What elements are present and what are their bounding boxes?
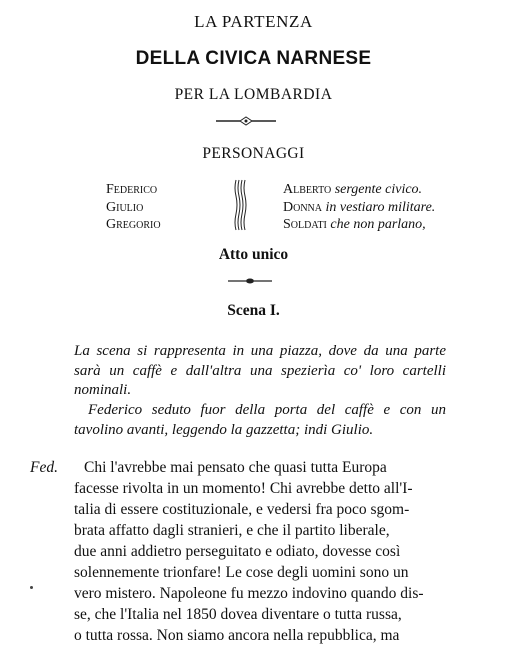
character-name: Giulio (106, 199, 144, 215)
character-entry: Alberto sergente civico. (283, 182, 423, 197)
dialogue-line: due anni addietro perseguitato e odiato, dovesse così (74, 543, 401, 560)
character-entry: Donna in vestiaro militare. (283, 199, 436, 215)
dialogue-line: vero mistero. Napoleone fu mezzo indovino quando dis- (74, 585, 424, 602)
dialogue-line: Chi l'avrebbe mai pensato che quasi tutta Europa (84, 459, 387, 476)
act-heading: Atto unico (218, 246, 289, 263)
speaker-label: Fed. (30, 459, 58, 476)
dialogue-line: brata affatto dagli stranieri, e che il partito liberale, (74, 522, 390, 539)
dialogue-line: solennemente trionfare! Le cose degli uomini sono un (74, 564, 409, 581)
personaggi-heading: PERSONAGGI (202, 145, 305, 162)
brace-ornament (233, 178, 247, 232)
margin-speck (30, 586, 33, 589)
scene-heading: Scena I. (227, 302, 280, 319)
title-line-1: LA PARTENZA (194, 12, 313, 31)
dialogue-line: facesse rivolta in un momento! Chi avrebbe detto all'I- (74, 480, 413, 497)
dialogue-line: talia di essere costituzionale, e vedersi fra poco sgom- (74, 501, 410, 518)
stage-direction: La scena si rappresenta in una piazza, dove da una parte sarà un caffè e dall'altra una spezierìa co' loro cartelli nominali. (74, 343, 446, 398)
character-name: Federico (106, 182, 158, 197)
stage-direction: Federico seduto fuor della porta del caffè e con un tavolino avanti, leggendo la gazzetta; indi Giulio. (74, 402, 446, 438)
characters-right (283, 181, 435, 234)
ornament-divider (216, 115, 276, 127)
dialogue-line: se, che l'Italia nel 1850 dovea diventare o tutta russa, (74, 606, 402, 623)
characters-left (106, 181, 161, 234)
character-entry: Soldati che non parlano, (283, 217, 426, 232)
character-name: Gregorio (106, 217, 161, 232)
title-line-3: PER LA LOMBARDIA (174, 86, 333, 103)
title-line-2: DELLA CIVICA NARNESE (135, 48, 372, 69)
dialogue-line: o tutta rossa. Non siamo ancora nella repubblica, ma (74, 627, 400, 644)
ornament-divider-small (228, 276, 272, 286)
